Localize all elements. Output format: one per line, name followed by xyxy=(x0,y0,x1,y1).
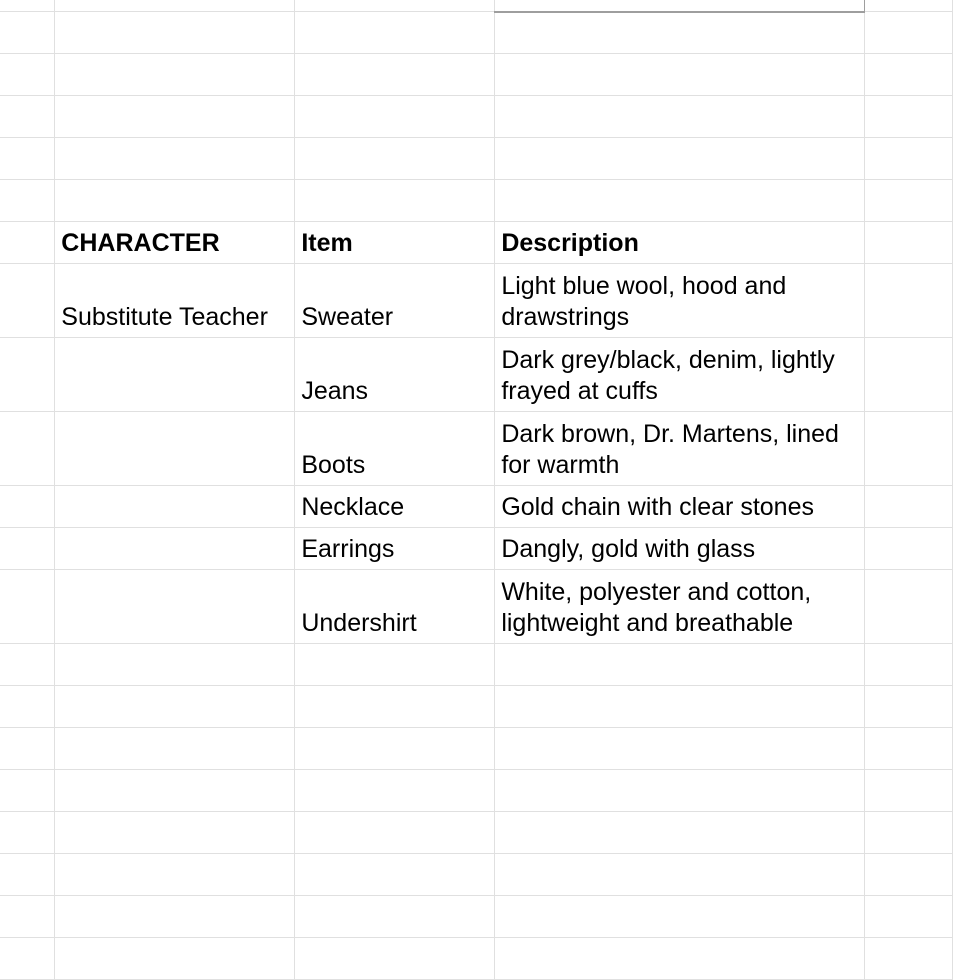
grid-cell[interactable] xyxy=(0,644,55,686)
grid-cell[interactable] xyxy=(55,896,295,938)
grid-cell[interactable] xyxy=(865,138,953,180)
grid-cell[interactable] xyxy=(295,770,495,812)
grid-cell[interactable] xyxy=(295,96,495,138)
header-item-cell[interactable] xyxy=(295,222,495,264)
character-cell[interactable] xyxy=(55,570,295,644)
grid-cell[interactable] xyxy=(295,896,495,938)
header-row xyxy=(0,222,953,264)
character-value xyxy=(61,407,288,411)
description-cell[interactable] xyxy=(495,486,865,528)
grid-cell[interactable] xyxy=(0,528,55,570)
item-cell[interactable] xyxy=(295,486,495,528)
item-cell[interactable] xyxy=(295,528,495,570)
grid-row xyxy=(0,812,953,854)
description-value: Dark grey/black, denim, lightly frayed at cuffs xyxy=(501,346,835,405)
grid-row xyxy=(0,644,953,686)
grid-cell[interactable] xyxy=(55,138,295,180)
description-value: White, polyester and cotton, lightweight and breathable xyxy=(501,578,812,637)
grid-row xyxy=(0,686,953,728)
grid-cell[interactable] xyxy=(0,0,55,12)
grid-cell[interactable] xyxy=(495,96,865,138)
grid-cell[interactable] xyxy=(495,896,865,938)
grid-cell[interactable] xyxy=(295,54,495,96)
description-cell[interactable] xyxy=(495,528,865,570)
grid-row xyxy=(0,770,953,812)
grid-cell[interactable] xyxy=(865,938,953,980)
table-row xyxy=(0,570,953,644)
grid-cell[interactable] xyxy=(0,896,55,938)
description-value: Light blue wool, hood and drawstrings xyxy=(501,272,787,331)
grid-cell[interactable] xyxy=(55,96,295,138)
grid-cell[interactable] xyxy=(865,264,953,338)
description-cell[interactable] xyxy=(495,570,865,644)
grid-cell[interactable] xyxy=(495,854,865,896)
grid-cell[interactable] xyxy=(865,770,953,812)
table-row xyxy=(0,264,953,338)
item-cell[interactable] xyxy=(295,338,495,412)
item-value: Necklace xyxy=(301,493,405,521)
grid-cell[interactable] xyxy=(495,644,865,686)
grid-row xyxy=(0,0,953,12)
grid-cell[interactable] xyxy=(55,686,295,728)
grid-cell[interactable] xyxy=(865,222,953,264)
grid-cell[interactable] xyxy=(0,812,55,854)
grid-cell[interactable] xyxy=(55,854,295,896)
grid-row xyxy=(0,896,953,938)
grid-cell[interactable] xyxy=(0,222,55,264)
grid-cell[interactable] xyxy=(495,812,865,854)
character-value xyxy=(61,481,288,485)
grid-cell[interactable] xyxy=(865,12,953,54)
grid-row xyxy=(0,728,953,770)
table-row xyxy=(0,412,953,486)
grid-cell[interactable] xyxy=(495,138,865,180)
grid-row xyxy=(0,180,953,222)
selected-cell[interactable] xyxy=(495,0,865,12)
description-value: Dark brown, Dr. Martens, lined for warmth xyxy=(501,420,839,479)
description-cell[interactable] xyxy=(495,338,865,412)
grid-cell[interactable] xyxy=(865,486,953,528)
character-value xyxy=(61,523,288,527)
table-row xyxy=(0,528,953,570)
grid-cell[interactable] xyxy=(495,180,865,222)
grid-cell[interactable] xyxy=(865,570,953,644)
grid-cell[interactable] xyxy=(55,644,295,686)
item-value: Boots xyxy=(301,451,366,479)
character-cell[interactable] xyxy=(55,338,295,412)
header-character-cell[interactable] xyxy=(55,222,295,264)
grid-cell[interactable] xyxy=(295,854,495,896)
grid-cell[interactable] xyxy=(865,0,953,12)
grid-cell[interactable] xyxy=(295,812,495,854)
item-cell[interactable] xyxy=(295,412,495,486)
description-value: Gold chain with clear stones xyxy=(501,493,814,521)
grid-cell[interactable] xyxy=(295,686,495,728)
character-value xyxy=(61,639,288,643)
grid-cell[interactable] xyxy=(295,938,495,980)
character-value xyxy=(61,565,288,569)
item-cell[interactable] xyxy=(295,264,495,338)
grid-cell[interactable] xyxy=(0,728,55,770)
item-value: Sweater xyxy=(301,303,394,331)
grid-cell[interactable] xyxy=(0,138,55,180)
grid-cell[interactable] xyxy=(0,96,55,138)
grid-row xyxy=(0,138,953,180)
grid-cell[interactable] xyxy=(865,896,953,938)
character-cell[interactable] xyxy=(55,528,295,570)
grid-cell[interactable] xyxy=(55,180,295,222)
grid-cell[interactable] xyxy=(295,138,495,180)
header-character-label: CHARACTER xyxy=(61,229,220,257)
grid-cell[interactable] xyxy=(865,180,953,222)
grid-cell[interactable] xyxy=(295,12,495,54)
grid-cell[interactable] xyxy=(0,770,55,812)
description-cell[interactable] xyxy=(495,264,865,338)
character-cell[interactable] xyxy=(55,264,295,338)
description-value: Dangly, gold with glass xyxy=(501,535,756,563)
grid-cell[interactable] xyxy=(495,686,865,728)
grid-cell[interactable] xyxy=(295,728,495,770)
grid-cell[interactable] xyxy=(55,0,295,12)
grid-cell[interactable] xyxy=(55,770,295,812)
grid-cell[interactable] xyxy=(55,938,295,980)
table-row xyxy=(0,338,953,412)
grid-row xyxy=(0,54,953,96)
grid-cell[interactable] xyxy=(495,770,865,812)
header-description-cell[interactable] xyxy=(495,222,865,264)
grid-cell[interactable] xyxy=(0,338,55,412)
item-value: Earrings xyxy=(301,535,395,563)
character-cell[interactable] xyxy=(55,412,295,486)
grid-row xyxy=(0,12,953,54)
grid-row xyxy=(0,96,953,138)
header-description-label: Description xyxy=(501,229,639,257)
grid-cell[interactable] xyxy=(0,938,55,980)
grid-cell[interactable] xyxy=(495,938,865,980)
grid-cell[interactable] xyxy=(495,54,865,96)
grid-cell[interactable] xyxy=(55,12,295,54)
grid-cell[interactable] xyxy=(0,12,55,54)
grid-cell[interactable] xyxy=(295,180,495,222)
grid-cell[interactable] xyxy=(295,644,495,686)
grid-cell[interactable] xyxy=(865,338,953,412)
table-row xyxy=(0,486,953,528)
grid-cell[interactable] xyxy=(0,412,55,486)
grid-cell[interactable] xyxy=(865,812,953,854)
grid-cell[interactable] xyxy=(495,12,865,54)
item-value: Undershirt xyxy=(301,609,417,637)
grid-cell[interactable] xyxy=(0,264,55,338)
grid-row xyxy=(0,854,953,896)
grid-cell[interactable] xyxy=(0,486,55,528)
grid-cell[interactable] xyxy=(0,854,55,896)
grid-row xyxy=(0,938,953,980)
grid-cell[interactable] xyxy=(865,854,953,896)
item-value: Jeans xyxy=(301,377,369,405)
grid-cell[interactable] xyxy=(865,528,953,570)
grid-cell[interactable] xyxy=(865,412,953,486)
grid-cell[interactable] xyxy=(295,0,495,12)
header-item-label: Item xyxy=(301,229,353,257)
grid-cell[interactable] xyxy=(0,180,55,222)
grid-cell[interactable] xyxy=(55,728,295,770)
grid-cell[interactable] xyxy=(865,686,953,728)
grid-cell[interactable] xyxy=(865,96,953,138)
grid-cell[interactable] xyxy=(865,644,953,686)
description-cell[interactable] xyxy=(495,412,865,486)
grid-cell[interactable] xyxy=(0,54,55,96)
grid-cell[interactable] xyxy=(55,54,295,96)
grid-cell[interactable] xyxy=(865,728,953,770)
character-value: Substitute Teacher xyxy=(61,303,268,331)
item-cell[interactable] xyxy=(295,570,495,644)
grid-cell[interactable] xyxy=(495,728,865,770)
grid-cell[interactable] xyxy=(55,812,295,854)
grid-cell[interactable] xyxy=(0,686,55,728)
grid-cell[interactable] xyxy=(0,570,55,644)
grid-cell[interactable] xyxy=(865,54,953,96)
character-cell[interactable] xyxy=(55,486,295,528)
